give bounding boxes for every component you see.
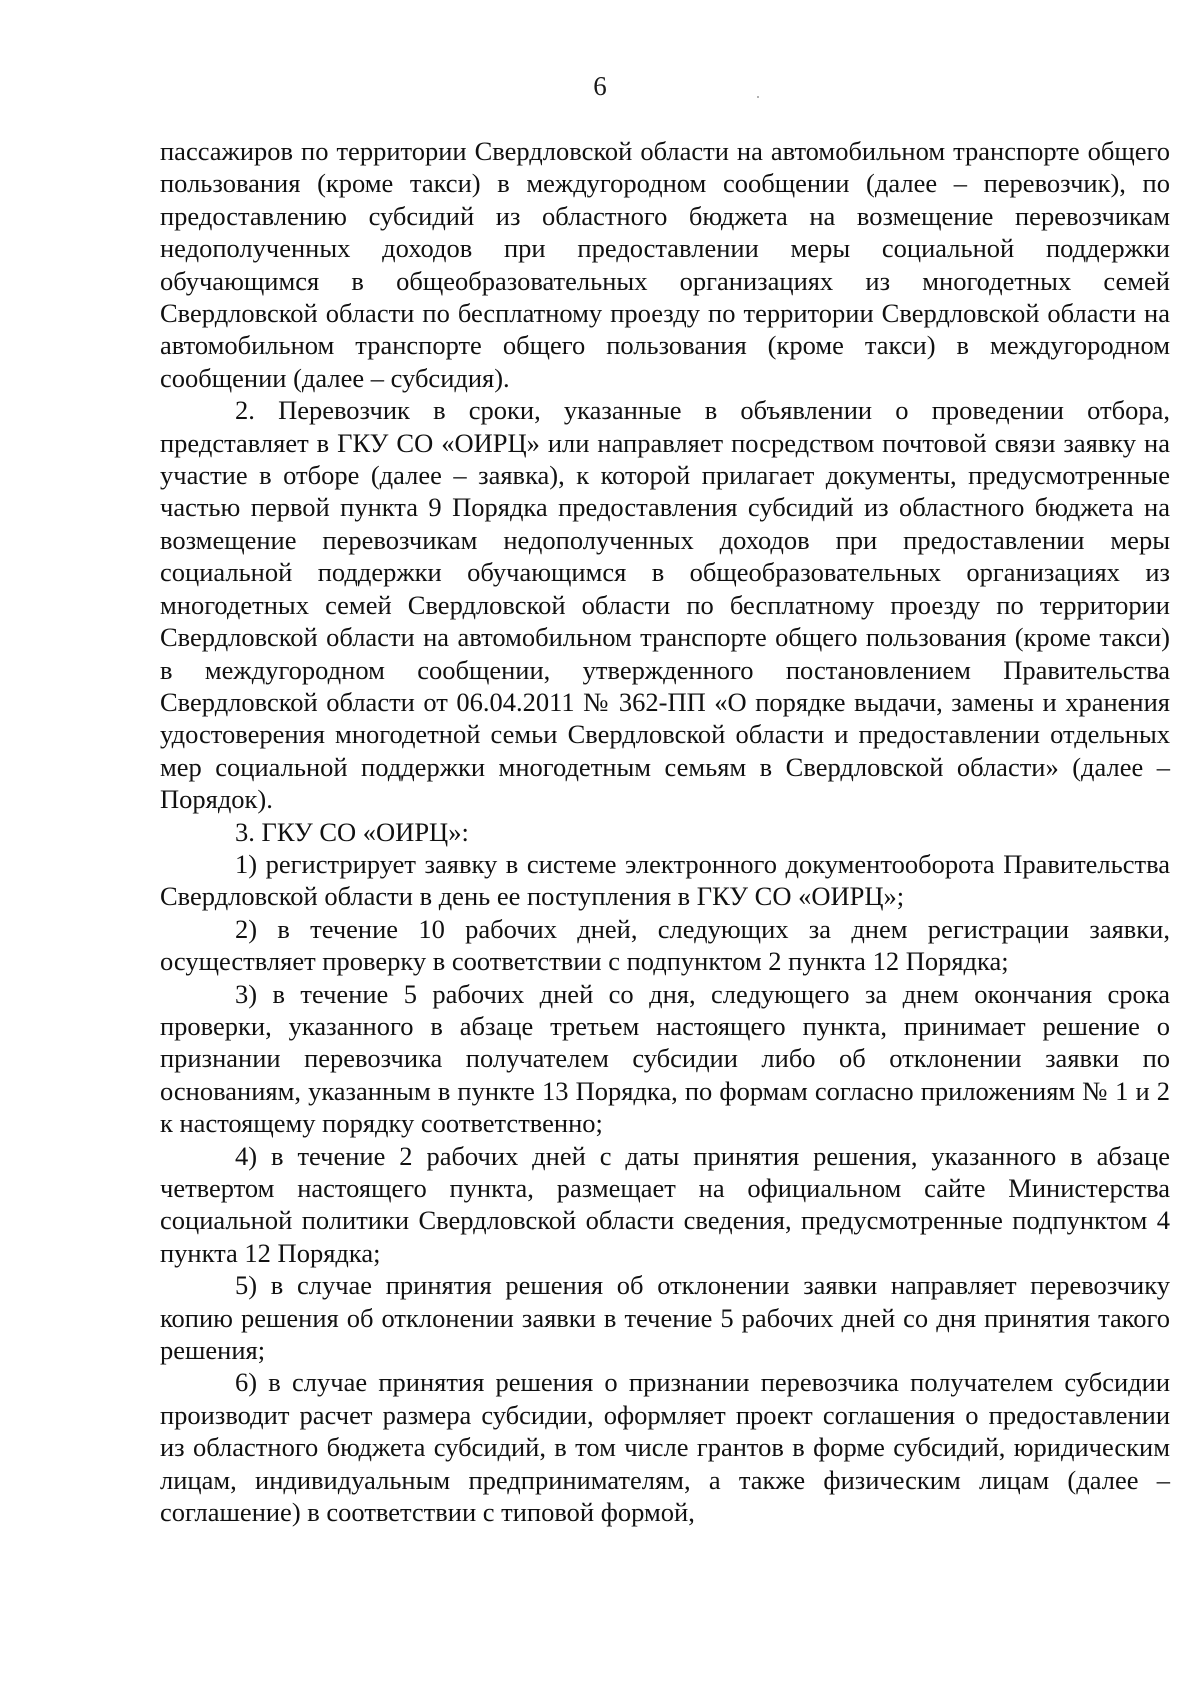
subitem-4: 4) в течение 2 рабочих дней с даты принятия решения, указанного в абзаце четвертом настоящего пункта, размещает на официальном сайте Министерства социальной политики Свердловской области сведения, предусмотренные подпунктом 4 пункта 12 Порядка;	[160, 1140, 1170, 1268]
scan-artifact-dot	[757, 96, 759, 98]
page-number: 6	[593, 71, 607, 101]
subitem-5: 5) в случае принятия решения об отклонении заявки направляет перевозчику копию решения об отклонении заявки в течение 5 рабочих дней со дня принятия такого решения;	[160, 1270, 1170, 1366]
paragraph-item-2: 2. Перевозчик в сроки, указанные в объявлении о проведении отбора, представляет в ГКУ СО «ОИРЦ» или направляет посредством почтовой связи заявку на участие в отборе (далее – заявка), к которой прилагает документы, предусмотренные частью первой пункта 9 Порядка предоставления субсидий из областного бюджета на возмещение перевозчикам недополученных доходов при предоставлении меры социальной поддержки обучающимся в общеобразовательных организациях из многодетных семей Свердловской области по бесплатному проезду по территории Свердловской области на автомобильном транспорте общего пользования (кроме такси) в междугородном сообщении, утвержденного постановлением Правительства Свердловской области от 06.04.2011 № 362-ПП «О порядке выдачи, замены и хранения удостоверения многодетной семьи Свердловской области и предоставлении отдельных мер социальной поддержки многодетным семьям в Свердловской области» (далее – Порядок).	[160, 395, 1170, 815]
paragraph-item-3-heading: 3. ГКУ СО «ОИРЦ»:	[235, 816, 469, 847]
subitem-2: 2) в течение 10 рабочих дней, следующих за днем регистрации заявки, осуществляет проверку в соответствии с подпунктом 2 пункта 12 Порядка;	[160, 913, 1170, 977]
paragraph-continuation: пассажиров по территории Свердловской области на автомобильном транспорте общего пользования (кроме такси) в междугородном сообщении (далее – перевозчик), по предоставлению субсидий из областного бюджета на возмещение перевозчикам недополученных доходов при предоставлении меры социальной поддержки обучающимся в общеобразовательных организациях из многодетных семей Свердловской области по бесплатному проезду по территории Свердловской области на автомобильном транспорте общего пользования (кроме такси) в междугородном сообщении (далее – субсидия).	[160, 136, 1170, 393]
document-body	[160, 135, 1170, 1528]
subitem-6: 6) в случае принятия решения о признании перевозчика получателем субсидии производит расчет размера субсидии, оформляет проект соглашения о предоставлении из областного бюджета субсидий, в том числе грантов в форме субсидий, юридическим лицам, индивидуальным предпринимателям, а также физическим лицам (далее – соглашение) в соответствии с типовой формой,	[160, 1367, 1170, 1528]
subitem-1: 1) регистрирует заявку в системе электронного документооборота Правительства Свердловской области в день ее поступления в ГКУ СО «ОИРЦ»;	[160, 848, 1170, 912]
subitem-3: 3) в течение 5 рабочих дней со дня, следующего за днем окончания срока проверки, указанного в абзаце третьем настоящего пункта, принимает решение о признании перевозчика получателем субсидии либо об отклонении заявки по основаниям, указанным в пункте 13 Порядка, по формам согласно приложениям № 1 и 2 к настоящему порядку соответственно;	[160, 978, 1170, 1139]
